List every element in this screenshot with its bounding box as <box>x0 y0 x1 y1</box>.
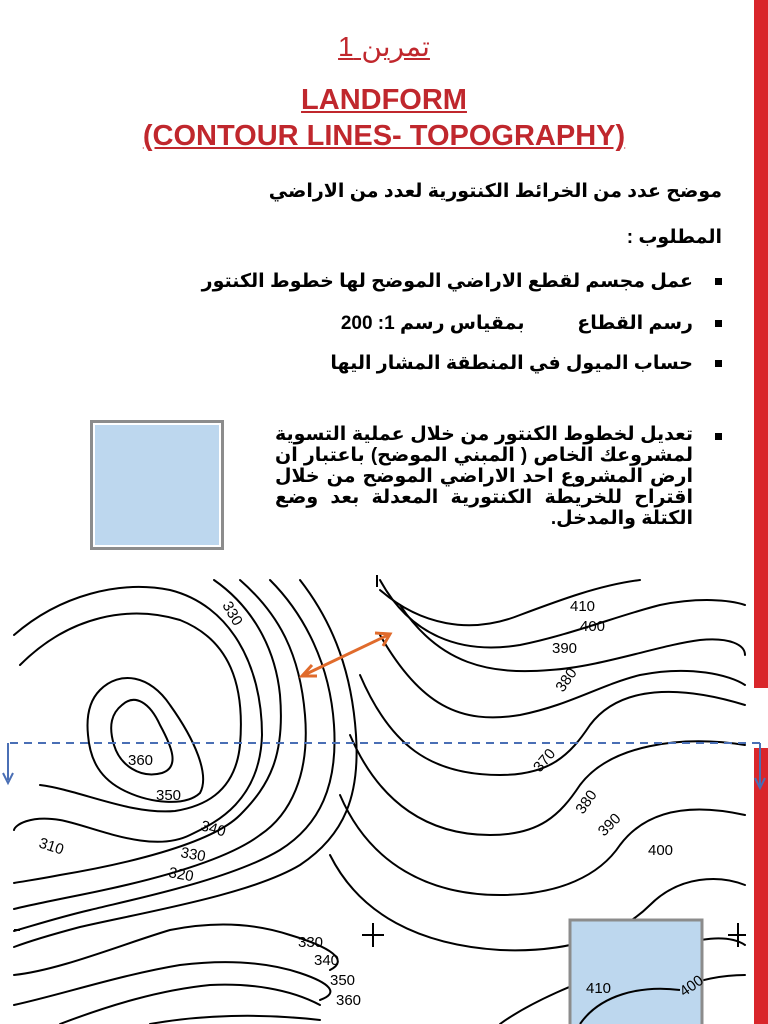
contour-label: 360 <box>128 752 154 769</box>
contour-label: 390 <box>552 640 578 657</box>
contour-label: 350 <box>330 972 356 989</box>
bullet-square-icon <box>715 433 722 440</box>
intro-text: موضح عدد من الخرائط الكنتورية لعدد من الاراضي <box>268 181 722 202</box>
bullet-item-4 <box>262 424 722 529</box>
contour-label: 380 <box>572 787 601 818</box>
bullet-square-icon <box>715 278 722 285</box>
page-title <box>0 82 768 154</box>
contour-label: 400 <box>648 842 674 859</box>
title-line-2: (CONTOUR LINES- TOPOGRAPHY) <box>142 120 626 152</box>
contour-label: 360 <box>336 992 362 1009</box>
contour-label: 410 <box>586 980 612 997</box>
contour-label: 400 <box>580 618 606 635</box>
required-label: المطلوب : <box>626 227 722 248</box>
title-line-1: LANDFORM <box>301 84 467 116</box>
contour-label: 390 <box>594 810 625 840</box>
contour-label: 330 <box>298 934 324 951</box>
bullet-item-2 <box>341 312 722 335</box>
bullet-square-icon <box>715 320 722 327</box>
contour-label: 340 <box>198 817 228 841</box>
bullet-square-icon <box>715 360 722 367</box>
contour-label: 350 <box>156 787 182 804</box>
contour-label: 340 <box>314 952 340 969</box>
bullet-text: حساب الميول في المنطقة المشار اليها <box>330 353 693 374</box>
building-mass-box <box>90 420 224 550</box>
bullet-text: تعديل لخطوط الكنتور من خلال عملية التسوية لمشروعك الخاص ( المبني الموضح) باعتبار ان ارض المشروع احد الاراضي الموضح من خلال اقتراح للخريطة الكنتورية المعدلة بعد وضع الكتلة والمدخل. <box>275 424 693 529</box>
contour-map <box>0 575 768 1024</box>
bullet-text: رسم القطاع بمقياس رسم 1: 200 <box>340 313 693 334</box>
contour-label: 320 <box>167 864 195 886</box>
contour-label: 370 <box>530 745 560 776</box>
bullet-item-3 <box>330 352 722 375</box>
contour-label: 400 <box>676 971 707 1001</box>
exercise-title: تمرين 1 <box>338 31 430 62</box>
contour-label: 330 <box>179 844 207 866</box>
contour-label: 410 <box>570 598 596 615</box>
contour-label: 380 <box>552 665 581 696</box>
bullet-text: عمل مجسم لقطع الاراضي الموضح لها خطوط الكنتور <box>201 271 693 292</box>
contour-label: 330 <box>218 598 246 629</box>
contour-label: 310 <box>36 834 66 859</box>
bullet-item-1 <box>202 270 722 293</box>
